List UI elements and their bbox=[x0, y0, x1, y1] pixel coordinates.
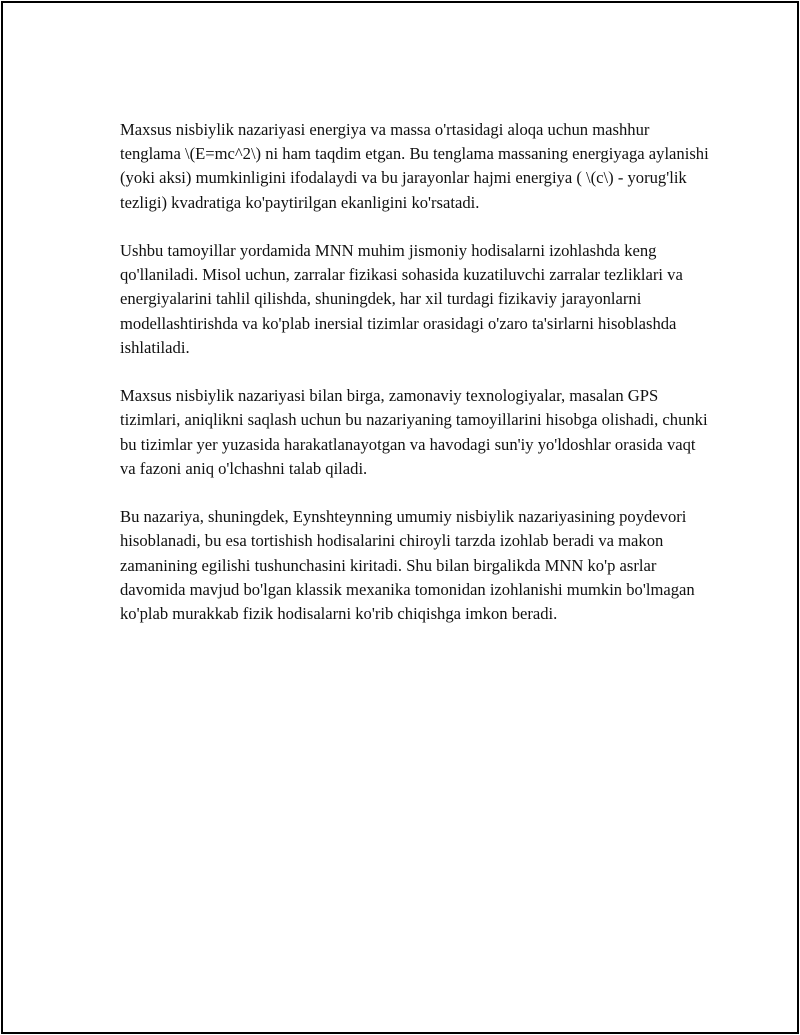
paragraph-4: Bu nazariya, shuningdek, Eynshteynning umumiy nisbiylik nazariyasining poydevori hisoblanadi, bu esa tortishish hodisalarini chiroyli tarzda izohlab beradi va makon zamanining egilishi tushunchasini kiritadi. Shu bilan birgalikda MNN ko'p asrlar davomida mavjud bo'lgan klassik mexanika tomonidan izohlanishi mumkin bo'lmagan ko'plab murakkab fizik hodisalarni ko'rib chiqishga imkon beradi. bbox=[120, 507, 695, 624]
page-frame bbox=[1, 1, 799, 1034]
paragraph-2: Ushbu tamoyillar yordamida MNN muhim jismoniy hodisalarni izohlashda keng qo'llaniladi. Misol uchun, zarralar fizikasi sohasida kuzatiluvchi zarralar tezliklari va energiyalarini tahlil qilishda, shuningdek, har xil turdagi fizikaviy jarayonlarni modellashtirishda va ko'plab inersial tizimlar orasidagi o'zaro ta'sirlarni hisoblashda ishlatiladi. bbox=[120, 241, 683, 357]
document-body bbox=[120, 118, 710, 650]
paragraph-1: Maxsus nisbiylik nazariyasi energiya va massa o'rtasidagi aloqa uchun mashhur tenglama \(E=mc^2\) ni ham taqdim etgan. Bu tenglama massaning energiyaga aylanishi (yoki aksi) mumkinligini ifodalaydi va bu jarayonlar hajmi energiya ( \(c\) - yorug'lik tezligi) kvadratiga ko'paytirilgan ekanligini ko'rsatadi. bbox=[120, 120, 709, 212]
paragraph-3: Maxsus nisbiylik nazariyasi bilan birga, zamonaviy texnologiyalar, masalan GPS tizimlari, aniqlikni saqlash uchun bu nazariyaning tamoyillarini hisobga olishadi, chunki bu tizimlar yer yuzasida harakatlanayotgan va havodagi sun'iy yo'ldoshlar orasida vaqt va fazoni aniq o'lchashni talab qiladi. bbox=[120, 386, 708, 478]
